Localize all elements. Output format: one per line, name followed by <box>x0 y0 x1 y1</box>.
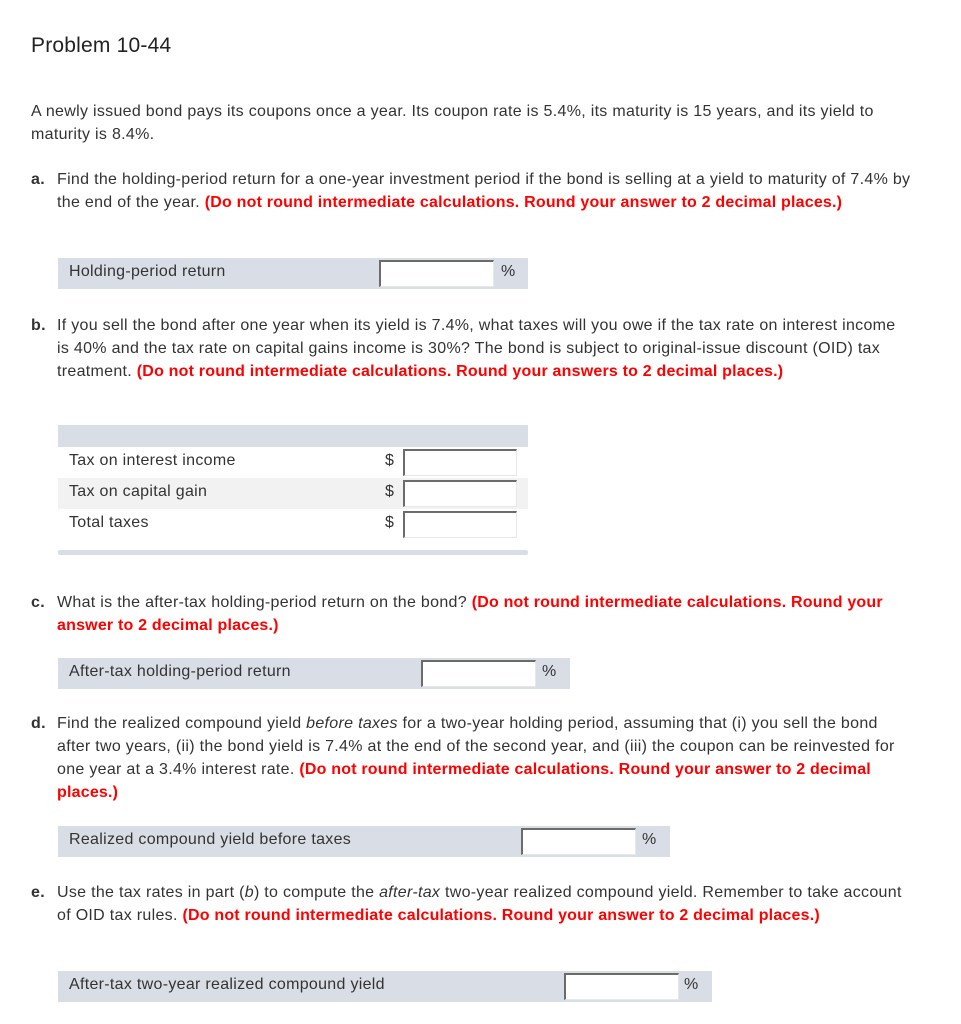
table-footer <box>58 550 528 555</box>
field-label: Realized compound yield before taxes <box>69 831 352 848</box>
answer-row-realized-compound-yield <box>58 826 670 857</box>
question-text: ) to compute the <box>253 884 380 901</box>
table-row-tax-interest <box>58 447 528 478</box>
question-text: Find the holding-period return for a one-year investment period if the bond is selling at a yield to maturity of 7.4% by the end of the year. <box>57 171 911 211</box>
percent-unit: % <box>501 263 516 280</box>
question-text: for a two-year holding period, assuming that (i) you sell the bond after two years, (ii) the bond yield is 7.4% at the end of the second year, and (iii) the coupon can be reinvested for one year at a 3.4% interest rate. <box>57 715 895 778</box>
instruction-text: (Do not round intermediate calculations. Round your answer to 2 decimal places.) <box>57 594 883 634</box>
question-letter: d. <box>31 715 46 732</box>
taxes-table <box>58 425 528 555</box>
table-header <box>58 425 528 447</box>
question-d <box>31 712 911 804</box>
dollar-sign: $ <box>385 452 394 469</box>
total-taxes-input[interactable] <box>403 511 517 538</box>
answer-row-holding-period-return <box>58 258 528 289</box>
question-text: What is the after-tax holding-period return on the bond? <box>57 594 467 611</box>
row-label: Tax on interest income <box>69 452 236 469</box>
question-e <box>31 881 911 927</box>
tax-capital-gain-input[interactable] <box>403 480 517 507</box>
realized-compound-yield-input[interactable] <box>521 828 636 855</box>
question-letter: b. <box>31 317 46 334</box>
question-text: Use the tax rates in part ( <box>57 884 245 901</box>
dollar-sign: $ <box>385 483 394 500</box>
instruction-text: (Do not round intermediate calculations. Round your answer to 2 decimal places.) <box>182 907 820 924</box>
answer-row-after-tax-hpr <box>58 658 570 689</box>
instruction-text: (Do not round intermediate calculations. Round your answers to 2 decimal places.) <box>136 363 784 380</box>
instruction-text: (Do not round intermediate calculations. Round your answer to 2 decimal places.) <box>204 194 843 211</box>
field-label: Holding-period return <box>69 263 226 280</box>
problem-intro: A newly issued bond pays its coupons once a year. Its coupon rate is 5.4%, its maturity is 15 years, and its yield to maturity is 8.4%. <box>31 103 874 143</box>
question-letter: e. <box>31 884 45 901</box>
dollar-sign: $ <box>385 514 394 531</box>
field-label: After-tax holding-period return <box>69 663 291 680</box>
after-tax-realized-yield-input[interactable] <box>564 973 679 1000</box>
after-tax-hpr-input[interactable] <box>421 660 536 687</box>
row-label: Tax on capital gain <box>69 483 208 500</box>
question-c <box>31 591 911 637</box>
question-letter: a. <box>31 171 45 188</box>
instruction-text: (Do not round intermediate calculations. Round your answer to 2 decimal places.) <box>57 761 871 801</box>
tax-interest-income-input[interactable] <box>403 449 517 476</box>
question-a <box>31 168 911 214</box>
field-label: After-tax two-year realized compound yield <box>69 976 385 993</box>
table-row-total-taxes <box>58 509 528 540</box>
question-text-emphasis: before taxes <box>306 715 398 732</box>
question-text: If you sell the bond after one year when its yield is 7.4%, what taxes will you owe if the tax rate on interest income is 40% and the tax rate on capital gains income is 30%? The bond is subject to original-issue discount (OID) tax treatment. <box>57 317 896 380</box>
question-text: Find the realized compound yield <box>57 715 307 732</box>
question-text: two-year realized compound yield. Remember to take account of OID tax rules. <box>57 884 902 924</box>
holding-period-return-input[interactable] <box>379 260 494 287</box>
row-label: Total taxes <box>69 514 149 531</box>
question-b <box>31 314 911 383</box>
problem-title: Problem 10-44 <box>31 34 172 57</box>
percent-unit: % <box>684 976 699 993</box>
percent-unit: % <box>642 831 657 848</box>
table-row-tax-capital-gain <box>58 478 528 509</box>
question-text-emphasis: b <box>244 884 254 901</box>
question-text-emphasis: after-tax <box>379 884 441 901</box>
percent-unit: % <box>542 663 557 680</box>
answer-row-after-tax-realized-yield <box>58 971 712 1002</box>
question-letter: c. <box>31 594 45 611</box>
